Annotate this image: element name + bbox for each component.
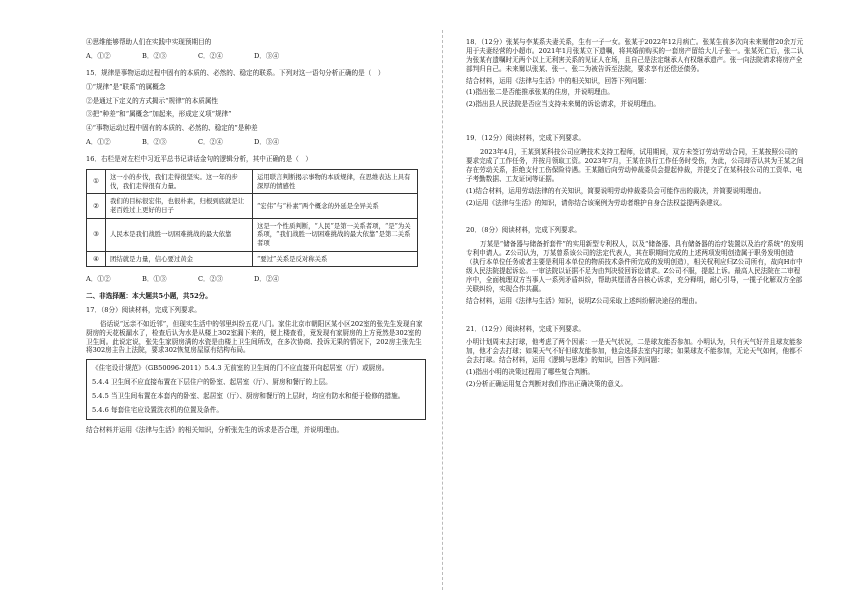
q14-choice-d: D．③④ <box>254 51 280 60</box>
q18-sub-1: (1)指出张二是否能推承张某的住房，并说明理由。 <box>466 88 614 97</box>
q18-sub-2: (2)指出县人民法院是否应当支持未来舅的诉讼请求，并说明理由。 <box>466 100 660 109</box>
q17-standard-box <box>86 359 426 420</box>
q15-option-2: ②是通过下定义的方式揭示“规律”的本质属性 <box>86 96 219 105</box>
q17-material: 俗话说“远亲不如近邻”，但现实生活中的邻里纠纷五花八门。家住北京市朝阳区某小区202室的张先生发现自家厨房的天花板漏水了，检查后认为水是从楼上302室漏下来的，便上楼查看，竟发现有家厨房的上方竟然是302室的卫生间。此说定说，张先生家厨房满的水瓷是由楼上卫生间所改，在多次协商、投诉无果的情况下，202房主张先生将302房主告上法院，要求302恢复房屋原有结构布局。 <box>86 319 423 355</box>
quote-cell: 我们的目标很宏伟，也很朴素，归根到底就是让老百姓过上更好的日子 <box>106 194 253 218</box>
right-column <box>466 38 804 392</box>
q14-choice-a: A．①② <box>86 51 111 60</box>
q19-stem: 19．（12分）阅读材料，完成下列要求。 <box>466 134 585 143</box>
quote-cell: 这一小的步伐，我们走得很坚实。这一年的步伐，我们走得很有力量。 <box>106 170 253 194</box>
q21-stem: 21．（12分）阅读材料，完成下列要求。 <box>466 324 585 333</box>
table-row <box>87 218 418 251</box>
q16-choice-b: B．①③ <box>142 275 167 284</box>
q14-choice-c: C．②④ <box>198 51 223 60</box>
table-row <box>87 170 418 194</box>
q15-choices <box>86 138 426 147</box>
row-number: ① <box>87 170 106 194</box>
q16-choice-a: A．①② <box>86 275 111 284</box>
q15-option-3: ③把“种差”和“属概念”加起来，形成定义项“规律” <box>86 110 232 119</box>
q21-material: 小明计划周末去打球，他考虑了两个因素：一是天气状况，二是球友能否参加。小明认为，只有天气好并且球友能参加，他才会去打球；如果天气不好但球友能参加，他会选择去室内打球；如果球友不能参加，无论天气如何，他都不会去打球。结合材料，运用《逻辑与思维》的知识，回答下列问题： <box>466 338 803 365</box>
q15-choice-a: A．①② <box>86 138 111 147</box>
q16-choice-d: D．②④ <box>254 275 280 284</box>
q14-choices <box>86 52 426 61</box>
column-divider <box>442 30 444 590</box>
answer-space <box>466 210 804 226</box>
q16-table <box>86 169 418 267</box>
left-column <box>86 38 426 440</box>
standard-clause: 《住宅设计规范》（GB50096-2011）5.4.3 无前室的卫生间的门不应直接开向起居室（厅）或厨房。 <box>92 364 389 373</box>
row-number: ② <box>87 194 106 218</box>
q15-choice-c: C．②④ <box>198 138 223 147</box>
q19-sub-2: (2)运用《法律与生活》的知识，请你结合该案例为劳动者维护自身合法权益提两条建议。 <box>466 198 726 207</box>
analysis-cell: “宏伟”与“朴素”两个概念的外延是全异关系 <box>253 194 418 218</box>
analysis-cell: 这是一个性质判断，“人民”是第一关系者项，“是”为关系项，“我们战胜一切困难挑战的最大依靠”是第二关系者项 <box>253 218 418 251</box>
answer-space <box>466 112 804 134</box>
q19-material: 2023年4月，王某到某科技公司应聘技术支持工程师，试用期间，双方未签订劳动劳动合同，王某按照公司的要求完成了工作任务，并按月领取工资。2023年7月，王某在执行工作任务时受伤，为此，公司却否认其为王某之间存在劳动关系，拒绝支付工伤保险待遇。王某随后向劳动仲裁委员会提起仲裁，并提交了在某科技公司的工资单、电子考勤数据、工友证词等证据。 <box>466 148 804 183</box>
q16-choices <box>86 275 426 284</box>
row-number: ③ <box>87 218 106 251</box>
standard-clause: 5.4.4 卫生间不应直接布置在下层住户的卧室、起居室（厅）、厨房和餐厅的上层。 <box>92 378 332 387</box>
table-row <box>87 251 418 267</box>
q18-stem: 18．（12分）张某与李某系夫妻关系，生有一子一女。张某于2022年12月病亡。张某生前多次向未来舅借20余万元用于夫妻经营的小超市。2021年1月张某立下遗嘱，将其婚前购买的一套房产留给大儿子张一。张某死亡后，张二认为张某有遗嘱时无两个以上无利害关系的见证人在场，且自己是法定继承人有权继承遗产。张一向法院请求将房产全部判归自己。未来舅以张某、张一、张二为被告诉至法院，要求享有还偿还债务。 <box>466 38 804 73</box>
answer-space <box>466 309 804 325</box>
q14-option-4: ④思维能够帮助人们在实践中实现预期目的 <box>86 38 212 46</box>
analysis-cell: 运用联言判断揭示事物的本质规律，在思维表达上具有深厚的情感性 <box>253 170 418 194</box>
standard-clause: 5.4.5 当卫生间布置在本套内的卧室、起居室（厅）、厨房和餐厅的上层时，均应有防水和便于检修的措施。 <box>92 392 405 401</box>
q21-sub-1: (1)指出小明的决策过程用了哪些复合判断。 <box>466 368 595 377</box>
q18-task: 结合材料，运用《法律与生活》中的相关知识，回答下列问题： <box>466 76 651 85</box>
standard-clause: 5.4.6 每套住宅应设置洗衣机的位置及条件。 <box>92 406 223 415</box>
section-heading: 二、非选择题：本大题共5小题，共52分。 <box>86 292 212 301</box>
q16-stem: 16．右栏是对左栏中习近平总书记讲话金句的逻辑分析，其中正确的是（ ） <box>86 155 312 164</box>
q15-stem: 15．规律是事物运动过程中固有的本质的、必然的、稳定的联系。下列对这一语句分析正确的是（ ） <box>86 68 385 77</box>
q15-option-4: ④“事物运动过程中固有的本质的、必然的、稳定的”是种差 <box>86 124 258 133</box>
q14-choice-b: B．②③ <box>142 51 167 60</box>
quote-cell: 团结就是力量，信心要过黄金 <box>106 251 253 267</box>
analysis-cell: “要过”关系是反对称关系 <box>253 251 418 267</box>
q16-choice-c: C．②③ <box>198 275 223 284</box>
q15-choice-d: D．③④ <box>254 138 280 147</box>
row-number: ④ <box>87 251 106 267</box>
q20-task: 结合材料，运用《法律与生活》知识，说明Z公司采取上述纠纷解决途径的理由。 <box>466 296 702 305</box>
q19-sub-1: (1)结合材料，运用劳动法律的有关知识，简要说明劳动仲裁委员会可能作出的裁决，并简要说明理由。 <box>466 186 766 195</box>
q15-choice-b: B．②③ <box>142 138 167 147</box>
table-row <box>87 194 418 218</box>
q20-stem: 20．（8分）阅读材料，完成下列要求。 <box>466 226 581 235</box>
q15-option-1: ①“规律”是“联系”的属概念 <box>86 82 166 91</box>
quote-cell: 人民本是我们战胜一切困难挑战的最大依靠 <box>106 218 253 251</box>
q21-sub-2: (2)分析正确运用复合判断对我们作出正确决策的意义。 <box>466 380 627 389</box>
q17-stem: 17．（8分）阅读材料，完成下列要求。 <box>86 305 201 314</box>
q17-task: 结合材料并运用《法律与生活》的相关知识，分析张先生的诉求是否合理，并说明理由。 <box>86 425 344 434</box>
q20-material: 万某是“储备器与储备折套件”的实用新型专利权人，以及“储备器、具有储备器的治疗装置以及治疗系统”的发明专利申请人。Z公司认为，万某曾系该公司的法定代表人，其在职期间完成的上述两项发明创造属于职务发明创造（执行本单位任务或者主要是利用本单位的物质技术条件所完成的发明创造），相关权利应归Z公司所有，故向H市中级人民法院提起诉讼。一审法院以证据不足为由判决驳回诉讼请求。Z公司不服，提起上诉。最高人民法院在二审程序中，全面梳理双方当事人一系列矛盾纠纷，帮助其厘清各自核心诉求，充分释明，耐心引导，一揽子化解双方全部关联纠纷，实现合作共赢。 <box>466 240 804 293</box>
